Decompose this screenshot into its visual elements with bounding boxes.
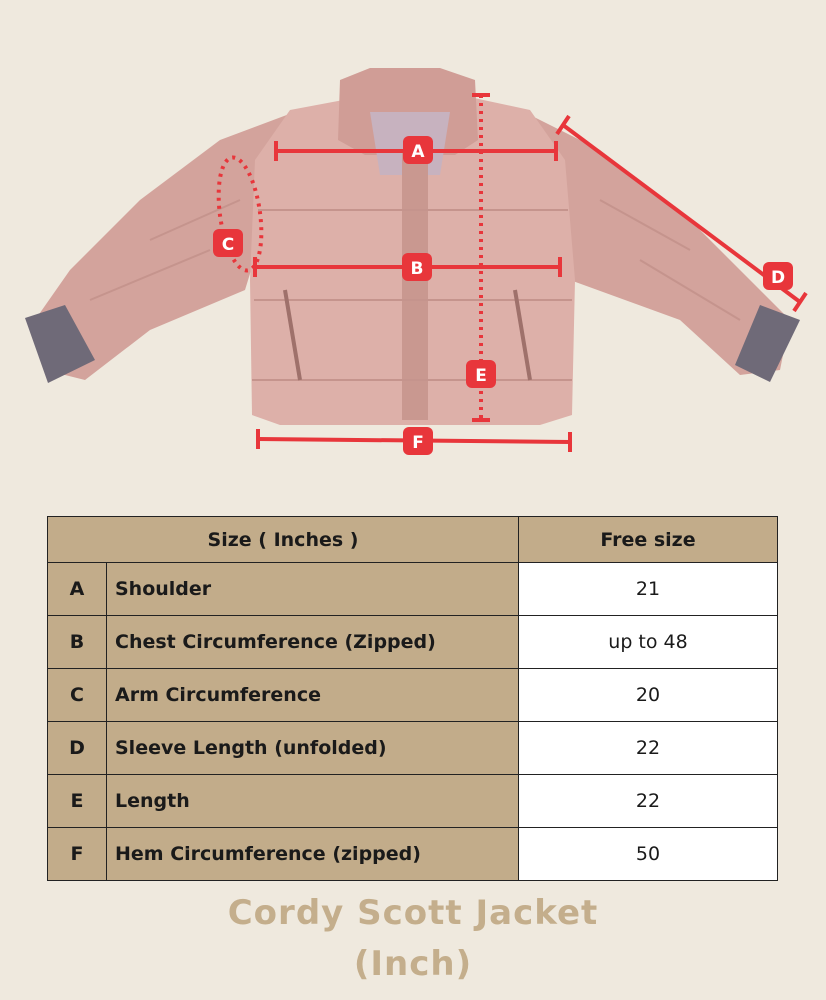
row-label: Sleeve Length (unfolded) [107, 722, 519, 775]
caption-unit: (Inch) [353, 944, 473, 984]
row-value: up to 48 [519, 616, 778, 669]
row-value: 21 [519, 563, 778, 616]
row-value: 20 [519, 669, 778, 722]
row-letter: C [48, 669, 107, 722]
row-letter: E [48, 775, 107, 828]
row-value: 50 [519, 828, 778, 881]
marker-e-label: E [475, 366, 487, 386]
table-row [48, 669, 778, 722]
row-label: Hem Circumference (zipped) [107, 828, 519, 881]
row-value: 22 [519, 775, 778, 828]
table-row [48, 775, 778, 828]
table-row [48, 722, 778, 775]
table-header-row [48, 517, 778, 563]
row-letter: A [48, 563, 107, 616]
table-row [48, 828, 778, 881]
row-letter: F [48, 828, 107, 881]
row-label: Length [107, 775, 519, 828]
marker-d-label: D [770, 268, 786, 288]
row-label: Shoulder [107, 563, 519, 616]
table-row [48, 616, 778, 669]
table-header-free-size: Free size [519, 517, 778, 563]
row-label: Arm Circumference [107, 669, 519, 722]
table-row [48, 563, 778, 616]
marker-a-label: A [411, 142, 425, 162]
measure-f [258, 427, 570, 455]
caption-title: Cordy Scott Jacket [227, 893, 599, 933]
row-label: Chest Circumference (Zipped) [107, 616, 519, 669]
row-letter: B [48, 616, 107, 669]
marker-c-label: C [221, 235, 235, 255]
row-letter: D [48, 722, 107, 775]
size-table [47, 516, 778, 881]
marker-f-label: F [412, 433, 424, 453]
table-header-size: Size ( Inches ) [48, 517, 519, 563]
row-value: 22 [519, 722, 778, 775]
marker-b-label: B [410, 259, 424, 279]
